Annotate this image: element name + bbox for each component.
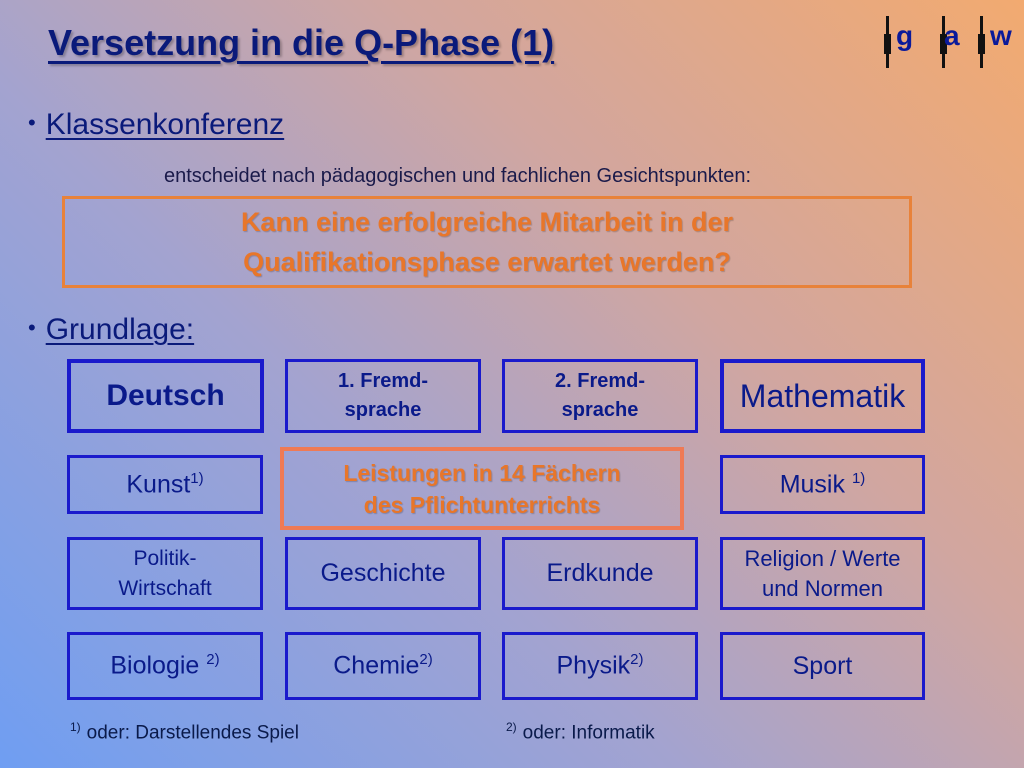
leistungen-box	[280, 447, 684, 530]
footnote-2	[506, 720, 655, 744]
subject-label-line-2: Wirtschaft	[118, 576, 212, 600]
subject-geschichte	[285, 537, 481, 610]
subject-label: Biologie	[110, 651, 207, 680]
subject-label: Erdkunde	[546, 559, 654, 587]
subject-musik	[720, 455, 925, 514]
footnote-text: oder: Informatik	[522, 722, 655, 744]
subject-erdkunde	[502, 537, 698, 610]
subject-label-line-1: 1. Fremd-	[337, 370, 429, 392]
subject-label: Deutsch	[106, 379, 225, 412]
subject-label-line-2: sprache	[561, 399, 639, 421]
subject-label-line-1: Religion / Werte	[744, 545, 901, 571]
subject-deutsch	[67, 359, 264, 433]
bullet-klassenkonferenz	[28, 108, 284, 142]
subject-biologie	[67, 632, 263, 700]
footnote-1	[70, 720, 299, 744]
subject-label: Kunst	[126, 470, 191, 499]
subject-label-line-1: 2. Fremd-	[554, 370, 646, 392]
slide-title: Versetzung in die Q-Phase (1)	[48, 22, 555, 63]
subject-physik	[502, 632, 698, 700]
subject-mathematik	[720, 359, 925, 433]
leistungen-line-1: Leistungen in 14 Fächern	[343, 459, 621, 486]
subject-label-line-2: sprache	[344, 399, 422, 421]
footnote-marker: 2)	[630, 651, 644, 669]
school-logo	[880, 12, 1020, 72]
logo-letter-g: g	[896, 20, 914, 51]
subject-label: Mathematik	[739, 377, 906, 414]
subject-fremdsprache-1	[285, 359, 481, 433]
footnote-mark: 1)	[70, 720, 81, 734]
bullet-icon: •	[28, 315, 36, 340]
subline-text: entscheidet nach pädagogischen und fachlichen Gesichtspunkten:	[164, 165, 752, 187]
footnote-text: oder: Darstellendes Spiel	[86, 722, 299, 744]
footnote-marker: 2)	[419, 651, 433, 669]
subject-label: Physik	[556, 651, 631, 680]
question-box	[62, 196, 912, 288]
subject-label-line-1: Politik-	[133, 546, 197, 570]
subject-label: Musik	[779, 470, 852, 499]
subject-chemie	[285, 632, 481, 700]
footnote-marker: 2)	[206, 651, 220, 669]
bullet-grundlage	[28, 313, 194, 347]
footnote-marker: 1)	[851, 469, 866, 487]
subject-label: Chemie	[333, 651, 420, 680]
subject-label: Sport	[792, 651, 853, 680]
leistungen-line-2: des Pflichtunterrichts	[363, 491, 601, 518]
subject-label-line-2: und Normen	[761, 575, 884, 601]
bullet-label: Grundlage:	[45, 313, 195, 346]
logo-letter-w: w	[990, 20, 1012, 51]
bullet-label: Klassenkonferenz	[45, 108, 285, 141]
question-line-1: Kann eine erfolgreiche Mitarbeit in der	[240, 207, 734, 237]
footnote-marker: 1)	[190, 469, 204, 487]
subject-kunst	[67, 455, 263, 514]
logo-letter-a: a	[944, 20, 960, 51]
subject-sport	[720, 632, 925, 700]
subject-politik-wirtschaft	[67, 537, 263, 610]
subject-religion-werte-normen	[720, 537, 925, 610]
bullet-icon: •	[28, 110, 36, 135]
footnote-mark: 2)	[506, 720, 517, 734]
subject-label: Geschichte	[320, 559, 446, 587]
question-line-2: Qualifikationsphase erwartet werden?	[243, 247, 731, 277]
subject-fremdsprache-2	[502, 359, 698, 433]
